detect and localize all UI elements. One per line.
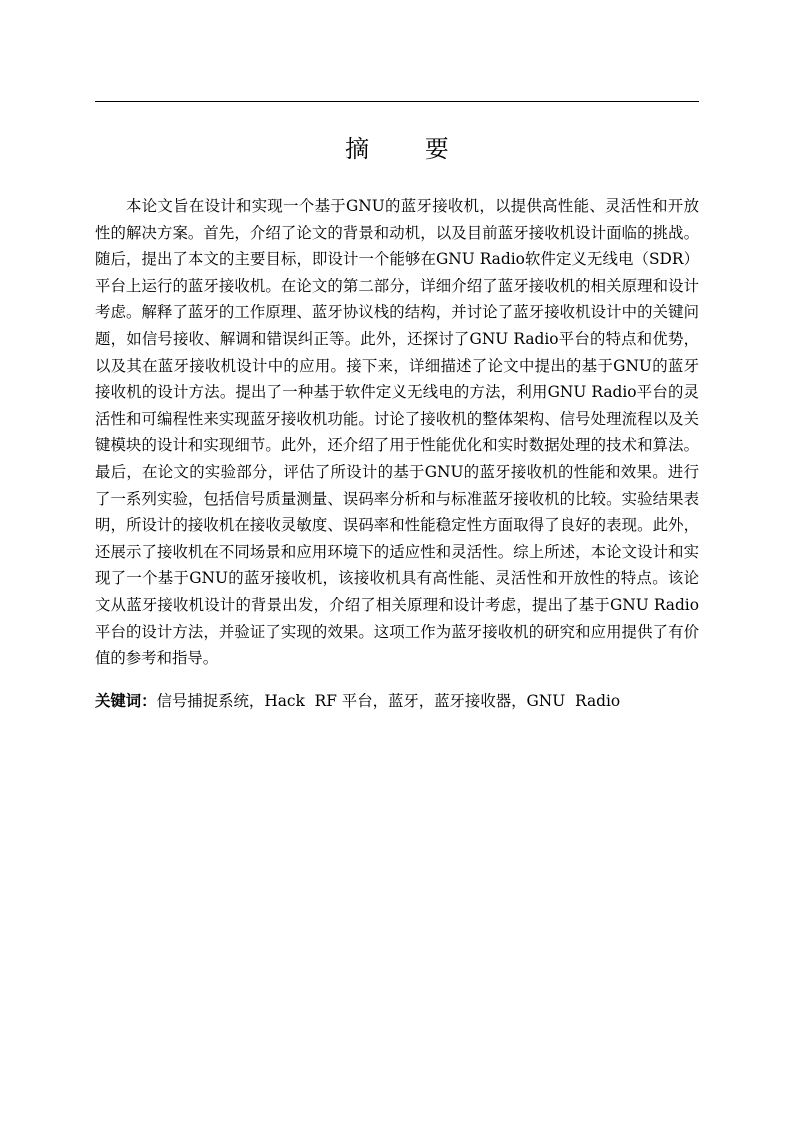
keywords-text: 信号捕捉系统，Hack RF 平台，蓝牙，蓝牙接收器，GNU Radio bbox=[156, 692, 621, 710]
keywords-line bbox=[95, 688, 699, 715]
abstract-title: 摘 要 bbox=[345, 135, 473, 163]
keywords-label: 关键词： bbox=[95, 692, 157, 710]
header-rule bbox=[95, 101, 699, 102]
abstract-body: 本论文旨在设计和实现一个基于GNU的蓝牙接收机，以提供高性能、灵活性和开放性的解决方案。首先，介绍了论文的背景和动机，以及目前蓝牙接收机设计面临的挑战。随后，提出了本文的主要目标，即设计一个能够在GNU Radio软件定义无线电（SDR）平台上运行的蓝牙接收机。在论文的第二部分，详细介绍了蓝牙接收机的相关原理和设计考虑。解释了蓝牙的工作原理、蓝牙协议栈的结构，并讨论了蓝牙接收机设计中的关键问题，如信号接收、解调和错误纠正等。此外，还探讨了GNU Radio平台的特点和优势，以及其在蓝牙接收机设计中的应用。接下来，详细描述了论文中提出的基于GNU的蓝牙接收机的设计方法。提出了一种基于软件定义无线电的方法，利用GNU Radio平台的灵活性和可编程性来实现蓝牙接收机功能。讨论了接收机的整体架构、信号处理流程以及关键模块的设计和实现细节。此外，还介绍了用于性能优化和实时数据处理的技术和算法。最后，在论文的实验部分，评估了所设计的基于GNU的蓝牙接收机的性能和效果。进行了一系列实验，包括信号质量测量、误码率分析和与标准蓝牙接收机的比较。实验结果表明，所设计的接收机在接收灵敏度、误码率和性能稳定性方面取得了良好的表现。此外，还展示了接收机在不同场景和应用环境下的适应性和灵活性。综上所述，本论文设计和实现了一个基于GNU的蓝牙接收机，该接收机具有高性能、灵活性和开放性的特点。该论文从蓝牙接收机设计的背景出发，介绍了相关原理和设计考虑，提出了基于GNU Radio平台的设计方法，并验证了实现的效果。这项工作为蓝牙接收机的研究和应用提供了有价值的参考和指导。 bbox=[95, 197, 699, 668]
